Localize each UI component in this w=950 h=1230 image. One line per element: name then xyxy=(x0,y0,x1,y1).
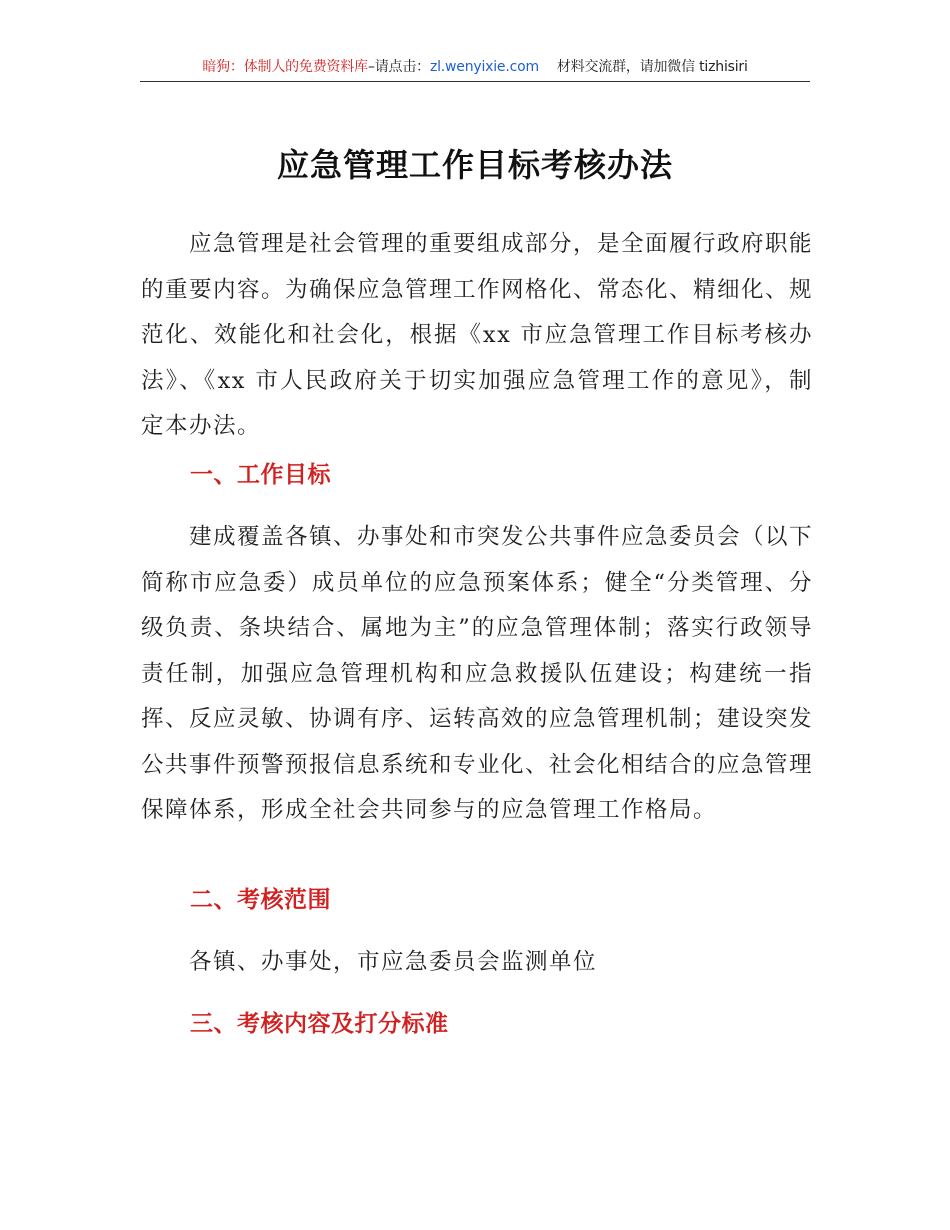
section-heading-assessment-scope: 二、考核范围 xyxy=(190,887,331,913)
page-header xyxy=(140,57,810,82)
section-body-assessment-scope: 各镇、办事处，市应急委员会监测单位 xyxy=(189,949,598,975)
header-url-link[interactable]: zl.wenyixie.com xyxy=(429,59,539,75)
document-title: 应急管理工作目标考核办法 xyxy=(276,146,673,184)
header-contact: 材料交流群，请加微信 tizhisiri xyxy=(556,59,748,75)
section-heading-assessment-content: 三、考核内容及打分标准 xyxy=(190,1011,449,1037)
section-heading-work-goals: 一、工作目标 xyxy=(190,462,331,488)
header-brand: 暗狗：体制人的免费资料库 xyxy=(202,59,368,75)
intro-paragraph: 应急管理是社会管理的重要组成部分，是全面履行政府职能的重要内容。为确保应急管理工作网格化、常态化、精细化、规范化、效能化和社会化，根据《xx 市应急管理工作目标考核办法》、《xx 市人民政府关于切实加强应急管理工作的意见》，制定本办法。 xyxy=(141,231,814,439)
header-prompt: –请点击： xyxy=(367,59,430,75)
section-body-work-goals: 建成覆盖各镇、办事处和市突发公共事件应急委员会（以下简称市应急委）成员单位的应急预案体系；健全“分类管理、分级负责、条块结合、属地为主”的应急管理体制；落实行政领导责任制，加强应急管理机构和应急救援队伍建设；构建统一指挥、反应灵敏、协调有序、运转高效的应急管理机制；建设突发公共事件预警预报信息系统和专业化、社会化相结合的应急管理保障体系，形成全社会共同参与的应急管理工作格局。 xyxy=(141,524,814,823)
